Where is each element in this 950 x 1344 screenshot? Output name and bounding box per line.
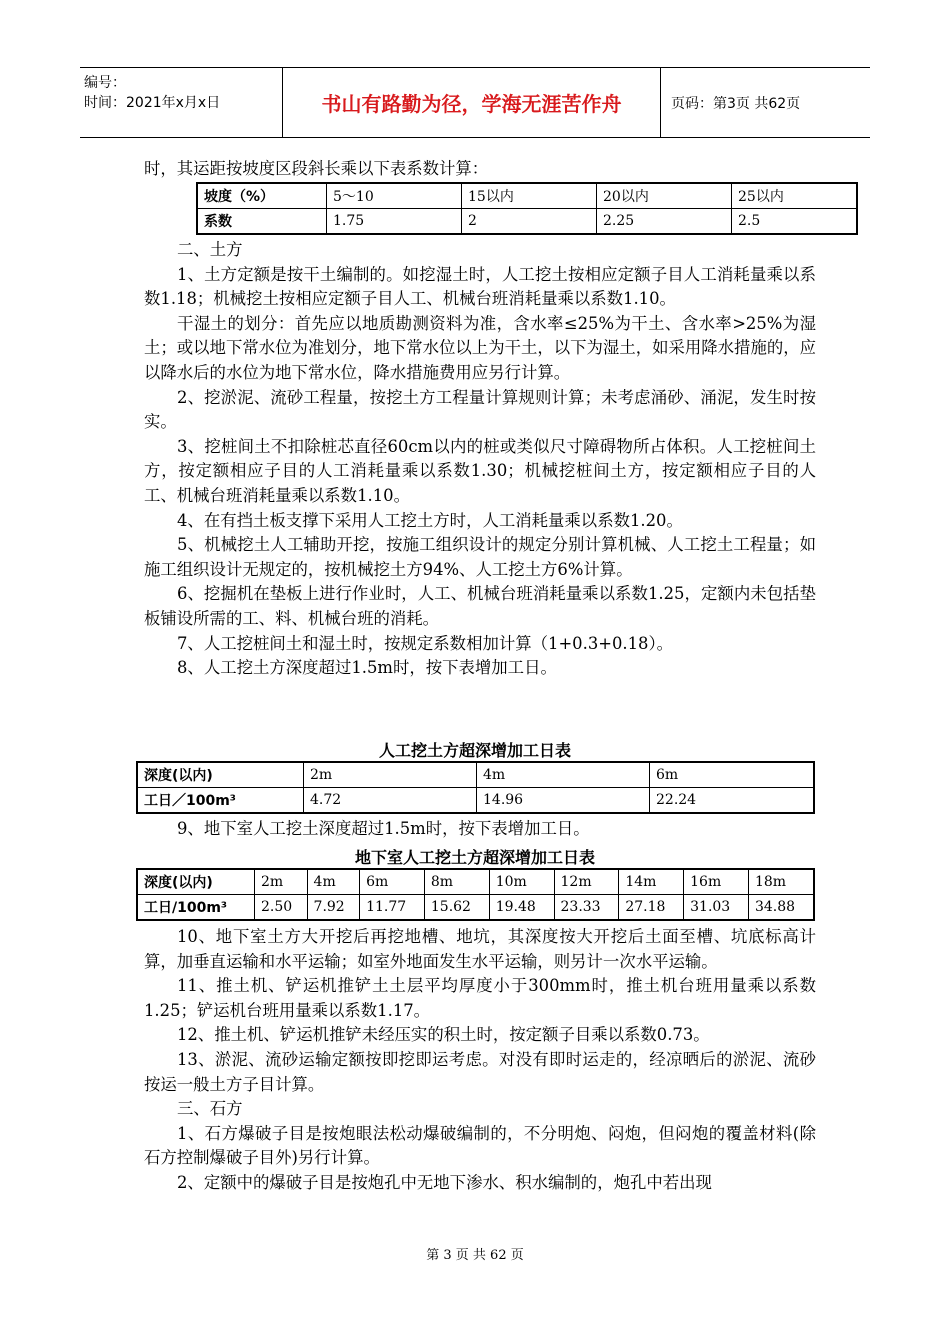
paragraph-11: 11、推土机、铲运机推铲土土层平均厚度小于300mm时，推土机台班用量乘以系数1.25；铲运机台班用量乘以系数1.17。 [144,976,816,1020]
table-row [197,209,857,235]
table-row [137,762,814,788]
table-cell: 6m [360,869,425,895]
paragraph-3: 3、挖桩间土不扣除桩芯直径60cm以内的桩或类似尺寸障碍物所占体积。人工挖桩间土方，按定额相应子目的人工消耗量乘以系数1.30；机械挖桩间土方，按定额相应子目的人工、机械台班消耗量乘以系数1.10。 [144,436,816,505]
section-title-stonework: 三、石方 [177,1099,243,1119]
paragraph-9: 9、地下室人工挖土深度超过1.5m时，按下表增加工日。 [177,819,590,838]
paragraph-13: 13、淤泥、流砂运输定额按即挖即运考虑。对没有即时运走的，经凉晒后的淤泥、流砂按运一般土方子目计算。 [144,1049,816,1094]
table-cell: 4.72 [304,788,477,814]
table-cell: 8m [424,869,489,895]
table-cell: 深度(以内) [137,869,255,895]
paragraph-8: 8、人工挖土方深度超过1.5m时，按下表增加工日。 [177,658,557,678]
table-row [197,183,857,209]
page-header [80,67,870,138]
table-cell: 4m [477,762,650,788]
table-cell: 2m [255,869,308,895]
paragraph-7: 7、人工挖桩间土和湿土时，按规定系数相加计算（1+0.3+0.18）。 [177,633,674,653]
table-2-title: 人工挖土方超深增加工日表 [378,741,571,760]
paragraph-4: 4、在有挡土板支撑下采用人工挖土方时，人工消耗量乘以系数1.20。 [177,510,683,530]
paragraph-12: 12、推土机、铲运机推铲未经压实的积土时，按定额子目乘以系数0.73。 [177,1025,710,1045]
table-cell: 31.03 [684,895,749,921]
paragraph-5: 5、机械挖土人工辅助开挖，按施工组织设计的规定分别计算机械、人工挖土工程量；如施工组织设计无规定的，按机械挖土方94%、人工挖土方6%计算。 [144,535,816,579]
table-cell: 10m [489,869,554,895]
intro-line: 时，其运距按坡度区段斜长乘以下表系数计算： [144,159,489,178]
paragraph-2: 2、挖淤泥、流砂工程量，按挖土方工程量计算规则计算；未考虑涌砂、涌泥，发生时按实。 [144,387,816,432]
table-cell: 7.92 [307,895,360,921]
table-row [137,788,814,814]
table-cell: 20以内 [597,183,732,209]
paragraph-dry-wet: 干湿土的划分：首先应以地质勘测资料为准，含水率≤25%为干土、含水率>25%为湿土；或以地下常水位为准划分，地下常水位以上为干土，以下为湿土，如采用降水措施的，应以降水后的水位为地下常水位，降水措施费用应另行计算。 [144,313,817,382]
table-cell: 4m [307,869,360,895]
header-motto: 书山有路勤为径，学海无涯苦作舟 [283,68,661,137]
basement-depth-table [136,868,815,921]
depth-table [136,761,815,814]
table-cell: 15.62 [424,895,489,921]
table-cell: 2m [304,762,477,788]
paragraph-1: 1、土方定额是按干土编制的。如挖湿土时，人工挖土按相应定额子目人工消耗量乘以系数1.18；机械挖土按相应定额子目人工、机械台班消耗量乘以系数1.10。 [144,264,816,309]
stonework-paragraph-2: 2、定额中的爆破子目是按炮孔中无地下渗水、积水编制的，炮孔中若出现 [177,1172,712,1192]
table-cell: 2 [462,209,597,235]
table-cell: 15以内 [462,183,597,209]
header-page-label: 页码：第3页 共62页 [671,95,801,112]
table-cell: 14m [619,869,684,895]
table-cell: 25以内 [732,183,858,209]
table-cell: 深度(以内) [137,762,304,788]
table-cell: 18m [748,869,814,895]
document-number-label: 编号： [84,75,126,91]
body-block-2 [144,238,816,681]
table-cell: 1.75 [327,209,462,235]
table-cell: 34.88 [748,895,814,921]
table-cell: 系数 [197,209,327,235]
table-cell: 2.5 [732,209,858,235]
table-3-title: 地下室人工挖土方超深增加工日表 [354,848,595,867]
table-cell: 27.18 [619,895,684,921]
header-meta [80,68,283,137]
table-row [137,869,814,895]
paragraph-6: 6、挖掘机在垫板上进行作业时，人工、机械台班消耗量乘以系数1.25，定额内未包括垫板铺设所需的工、料、机械台班的消耗。 [144,584,816,628]
table-cell: 6m [650,762,815,788]
document-time-label: 时间：2021年x月x日 [84,95,221,111]
table-cell: 12m [554,869,619,895]
page-footer: 第 3 页 共 62 页 [426,1248,524,1263]
table-cell: 16m [684,869,749,895]
table-cell: 工日／100m³ [137,788,304,814]
table-cell: 23.33 [554,895,619,921]
table-cell: 22.24 [650,788,815,814]
table-row [137,895,814,921]
body-block-1 [144,157,816,182]
body-block-4 [144,925,816,1196]
paragraph-10: 10、地下室土方大开挖后再挖地槽、地坑，其深度按大开挖后土面至槽、坑底标高计算，加垂直运输和水平运输；如室外地面发生水平运输，则另计一次水平运输。 [144,927,816,971]
table-cell: 5～10 [327,183,462,209]
section-title-earthwork: 二、土方 [177,240,243,259]
table-cell: 19.48 [489,895,554,921]
table-cell: 11.77 [360,895,425,921]
table-cell: 14.96 [477,788,650,814]
table-cell: 工日/100m³ [137,895,255,921]
slope-table [196,182,858,235]
table-cell: 坡度（%） [197,183,327,209]
table-cell: 2.50 [255,895,308,921]
stonework-paragraph-1: 1、石方爆破子目是按炮眼法松动爆破编制的，不分明炮、闷炮，但闷炮的覆盖材料(除石方控制爆破子目外)另行计算。 [144,1123,816,1168]
table-cell: 2.25 [597,209,732,235]
body-block-3 [144,817,816,842]
